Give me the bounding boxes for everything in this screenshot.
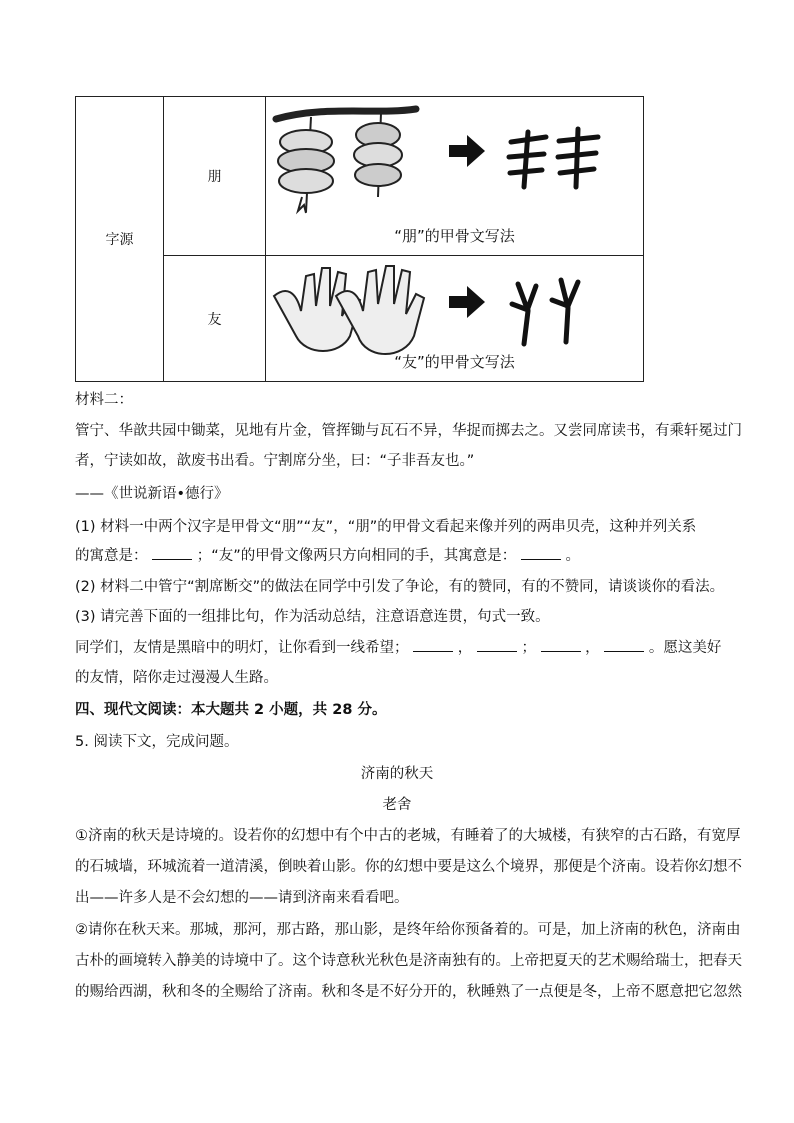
answer-blank[interactable]	[521, 547, 561, 560]
char-cell-peng	[164, 97, 266, 256]
row-header-label: 字源	[105, 232, 134, 248]
article-title: 济南的秋天	[360, 766, 434, 782]
answer-blank[interactable]	[413, 639, 453, 652]
question1-line2-part-a: 的寓意是：	[75, 548, 148, 564]
material2-label: 材料二：	[75, 392, 133, 408]
char-peng: 朋	[207, 169, 222, 185]
question3-line1	[75, 638, 721, 658]
question3-separator-2: ；	[521, 640, 536, 656]
paragraph1-line3: 出——许多人是不会幻想的——请到济南来看看吧。	[75, 890, 409, 906]
question1-line1: (1) 材料一中两个汉字是甲骨文“朋”“友”，“朋”的甲骨文看起来像并列的两串贝壳，这种并列关系	[75, 519, 697, 535]
question2: (2) 材料二中管宁“割席断交”的做法在同学中引发了争论，有的赞同，有的不赞同，请谈谈你的看法。	[75, 579, 725, 595]
caption-peng: “朋”的甲骨文写法	[394, 227, 515, 245]
paragraph2-line3: 的赐给西湖，秋和冬的全赐给了济南。秋和冬是不好分开的，秋睡熟了一点便是冬，上帝不愿意把它忽然	[75, 984, 742, 1000]
material2-text-line2: 者，宁读如故，歆废书出看。宁割席分坐，曰：“子非吾友也。”	[75, 453, 475, 469]
material2-source: ——《世说新语•德行》	[75, 486, 229, 502]
illustration-cell-peng	[266, 97, 644, 256]
caption-you: “友”的甲骨文写法	[394, 353, 515, 371]
question1-line2-part-c: 。	[565, 548, 580, 564]
paragraph1-line1: ①济南的秋天是诗境的。设若你的幻想中有个中古的老城，有睡着了的大城楼，有狭窄的古石路，有宽厚	[75, 828, 741, 844]
question3-line2: 的友情，陪你走过漫漫人生路。	[75, 670, 278, 686]
article-author: 老舍	[382, 797, 412, 813]
answer-blank[interactable]	[477, 639, 517, 652]
question3-line1-part-a: 同学们，友情是黑暗中的明灯，让你看到一线希望；	[75, 640, 409, 656]
paragraph1-line2: 的石城墙，环城流着一道清溪，倒映着山影。你的幻想中要是这么个境界，那便是个济南。设若你幻想不	[75, 859, 742, 875]
answer-blank[interactable]	[152, 547, 192, 560]
paragraph2-line1: ②请你在秋天来。那城，那河，那古路，那山影，是终年给你预备着的。可是，加上济南的秋色，济南由	[75, 922, 741, 938]
question3-separator-3: ，	[585, 640, 600, 656]
question1-line2	[75, 546, 580, 566]
illustration-cell-you	[266, 256, 644, 382]
row-header-cell	[76, 97, 164, 382]
character-origin-table	[75, 96, 644, 382]
question3-separator-1: ，	[457, 640, 473, 656]
material2-text-line1: 管宁、华歆共园中锄菜，见地有片金，管挥锄与瓦石不异，华捉而掷去之。又尝同席读书，有乘轩冕过门	[75, 423, 742, 439]
answer-blank[interactable]	[604, 639, 644, 652]
question3-line1-part-b: 。愿这美好	[648, 640, 722, 656]
question5-intro: 5. 阅读下文，完成问题。	[75, 734, 239, 750]
char-you: 友	[207, 311, 222, 328]
char-cell-you	[164, 256, 266, 382]
question3: (3) 请完善下面的一组排比句，作为活动总结，注意语意连贯，句式一致。	[75, 609, 550, 625]
paragraph2-line2: 古朴的画境转入静美的诗境中了。这个诗意秋光秋色是济南独有的。上帝把夏天的艺术赐给瑞士，把春天	[75, 953, 742, 969]
question1-line2-part-b: ；“友”的甲骨文像两只方向相同的手，其寓意是：	[196, 548, 517, 564]
answer-blank[interactable]	[541, 639, 581, 652]
section4-heading: 四、现代文阅读：本大题共 2 小题，共 28 分。	[75, 702, 387, 718]
